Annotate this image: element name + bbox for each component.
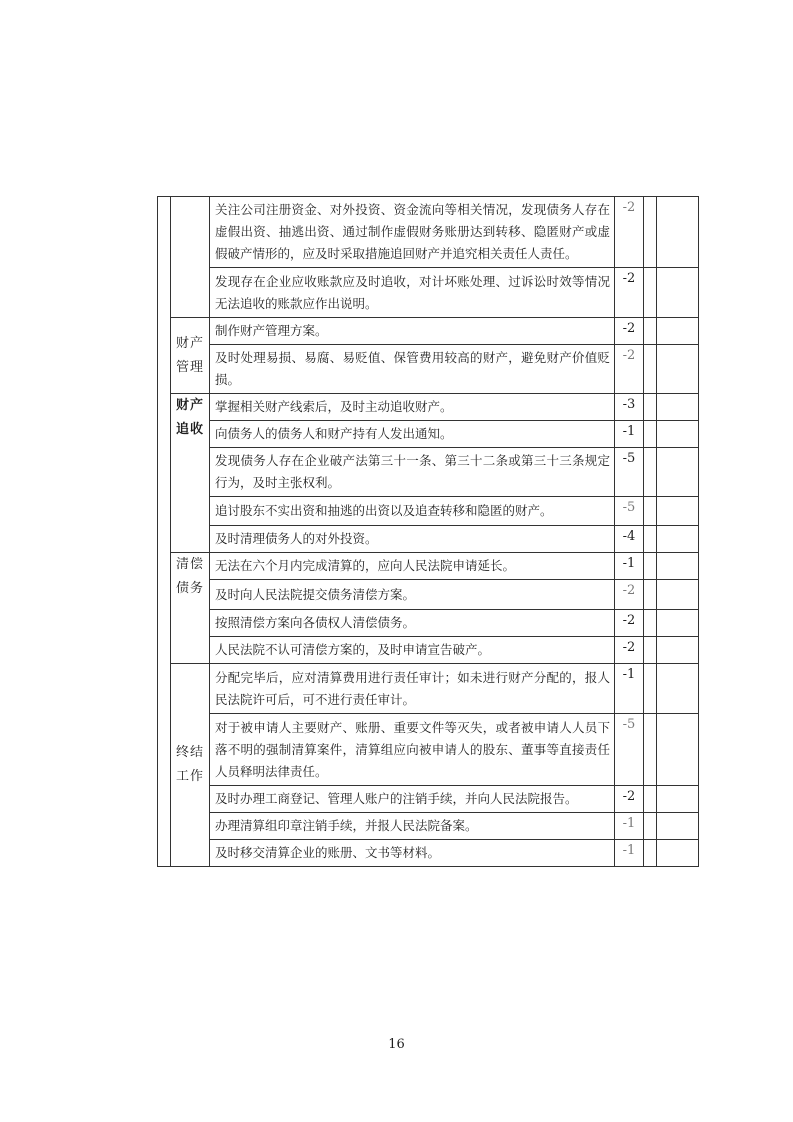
item-score: -5 (615, 714, 644, 786)
blank-cell (644, 610, 657, 637)
table-row (158, 813, 699, 840)
table-row (158, 840, 699, 867)
blank-cell (657, 813, 699, 840)
item-text: 制作财产管理方案。 (210, 318, 615, 345)
blank-cell (644, 421, 657, 448)
blank-cell (644, 714, 657, 786)
blank-cell (644, 553, 657, 580)
blank-cell (644, 318, 657, 345)
item-text: 关注公司注册资金、对外投资、资金流向等相关情况，发现债务人存在虚假出资、抽逃出资、通过制作虚假财务账册达到转移、隐匿财产或虚假破产情形的，应及时采取措施追回财产并追究相关责任人责任。 (210, 197, 615, 268)
table-row (158, 610, 699, 637)
blank-cell (657, 197, 699, 268)
item-text: 无法在六个月内完成清算的，应向人民法院申请延长。 (210, 553, 615, 580)
table-row (158, 497, 699, 526)
blank-cell (657, 610, 699, 637)
table-row (158, 421, 699, 448)
table-row (158, 786, 699, 813)
blank-cell (644, 664, 657, 714)
table-row (158, 526, 699, 553)
blank-cell (657, 786, 699, 813)
item-score: -2 (615, 197, 644, 268)
item-text: 办理清算组印章注销手续，并报人民法院备案。 (210, 813, 615, 840)
item-text: 对于被申请人主要财产、账册、重要文件等灭失，或者被申请人人员下落不明的强制清算案件，清算组应向被申请人的股东、董事等直接责任人员释明法律责任。 (210, 714, 615, 786)
item-score: -1 (615, 421, 644, 448)
item-score: -2 (615, 580, 644, 610)
item-text: 向债务人的债务人和财产持有人发出通知。 (210, 421, 615, 448)
index-column (158, 197, 171, 867)
item-text: 发现存在企业应收账款应及时追收，对计坏账处理、过诉讼时效等情况无法追收的账款应作出说明。 (210, 268, 615, 318)
blank-cell (657, 268, 699, 318)
category-debt-repayment: 清偿债务 (171, 553, 210, 664)
table-row (158, 268, 699, 318)
item-score: -1 (615, 664, 644, 714)
item-score: -2 (615, 786, 644, 813)
blank-cell (657, 448, 699, 497)
item-text: 追讨股东不实出资和抽逃的出资以及追查转移和隐匿的财产。 (210, 497, 615, 526)
blank-cell (657, 318, 699, 345)
blank-cell (644, 394, 657, 421)
category-termination: 终结工作 (171, 664, 210, 867)
blank-cell (657, 526, 699, 553)
blank-cell (644, 840, 657, 867)
blank-cell (657, 580, 699, 610)
table-row (158, 664, 699, 714)
blank-cell (657, 553, 699, 580)
blank-cell (657, 497, 699, 526)
page-number: 16 (388, 1037, 405, 1052)
table-row (158, 714, 699, 786)
item-text: 人民法院不认可清偿方案的，及时申请宣告破产。 (210, 637, 615, 664)
blank-cell (657, 421, 699, 448)
blank-cell (644, 197, 657, 268)
item-score: -2 (615, 268, 644, 318)
item-text: 及时办理工商登记、管理人账户的注销手续，并向人民法院报告。 (210, 786, 615, 813)
blank-cell (644, 637, 657, 664)
category-cell-continued (171, 197, 210, 318)
table-row (158, 580, 699, 610)
item-score: -1 (615, 553, 644, 580)
category-property-recovery: 财产追收 (171, 394, 210, 553)
item-score: -2 (615, 610, 644, 637)
blank-cell (657, 345, 699, 394)
item-score: -2 (615, 637, 644, 664)
item-score: -4 (615, 526, 644, 553)
blank-cell (644, 497, 657, 526)
item-text: 按照清偿方案向各债权人清偿债务。 (210, 610, 615, 637)
blank-cell (644, 448, 657, 497)
blank-cell (657, 637, 699, 664)
category-property-management: 财产管理 (171, 318, 210, 394)
item-score: -2 (615, 345, 644, 394)
evaluation-table (157, 196, 699, 867)
item-score: -5 (615, 497, 644, 526)
table-row (158, 394, 699, 421)
item-text: 及时向人民法院提交债务清偿方案。 (210, 580, 615, 610)
table-row (158, 637, 699, 664)
blank-cell (644, 345, 657, 394)
blank-cell (644, 268, 657, 318)
item-text: 掌握相关财产线索后，及时主动追收财产。 (210, 394, 615, 421)
item-score: -5 (615, 448, 644, 497)
item-score: -1 (615, 840, 644, 867)
blank-cell (644, 580, 657, 610)
blank-cell (657, 714, 699, 786)
item-text: 发现债务人存在企业破产法第三十一条、第三十二条或第三十三条规定行为，及时主张权利。 (210, 448, 615, 497)
blank-cell (657, 664, 699, 714)
blank-cell (657, 840, 699, 867)
blank-cell (657, 394, 699, 421)
blank-cell (644, 786, 657, 813)
item-text: 及时移交清算企业的账册、文书等材料。 (210, 840, 615, 867)
blank-cell (644, 526, 657, 553)
table-row (158, 318, 699, 345)
blank-cell (644, 813, 657, 840)
item-score: -3 (615, 394, 644, 421)
item-text: 及时处理易损、易腐、易贬值、保管费用较高的财产，避免财产价值贬损。 (210, 345, 615, 394)
item-score: -1 (615, 813, 644, 840)
table-row (158, 553, 699, 580)
table-row (158, 197, 699, 268)
table-row (158, 448, 699, 497)
item-text: 及时清理债务人的对外投资。 (210, 526, 615, 553)
item-score: -2 (615, 318, 644, 345)
table-row (158, 345, 699, 394)
item-text: 分配完毕后，应对清算费用进行责任审计；如未进行财产分配的，报人民法院许可后，可不进行责任审计。 (210, 664, 615, 714)
